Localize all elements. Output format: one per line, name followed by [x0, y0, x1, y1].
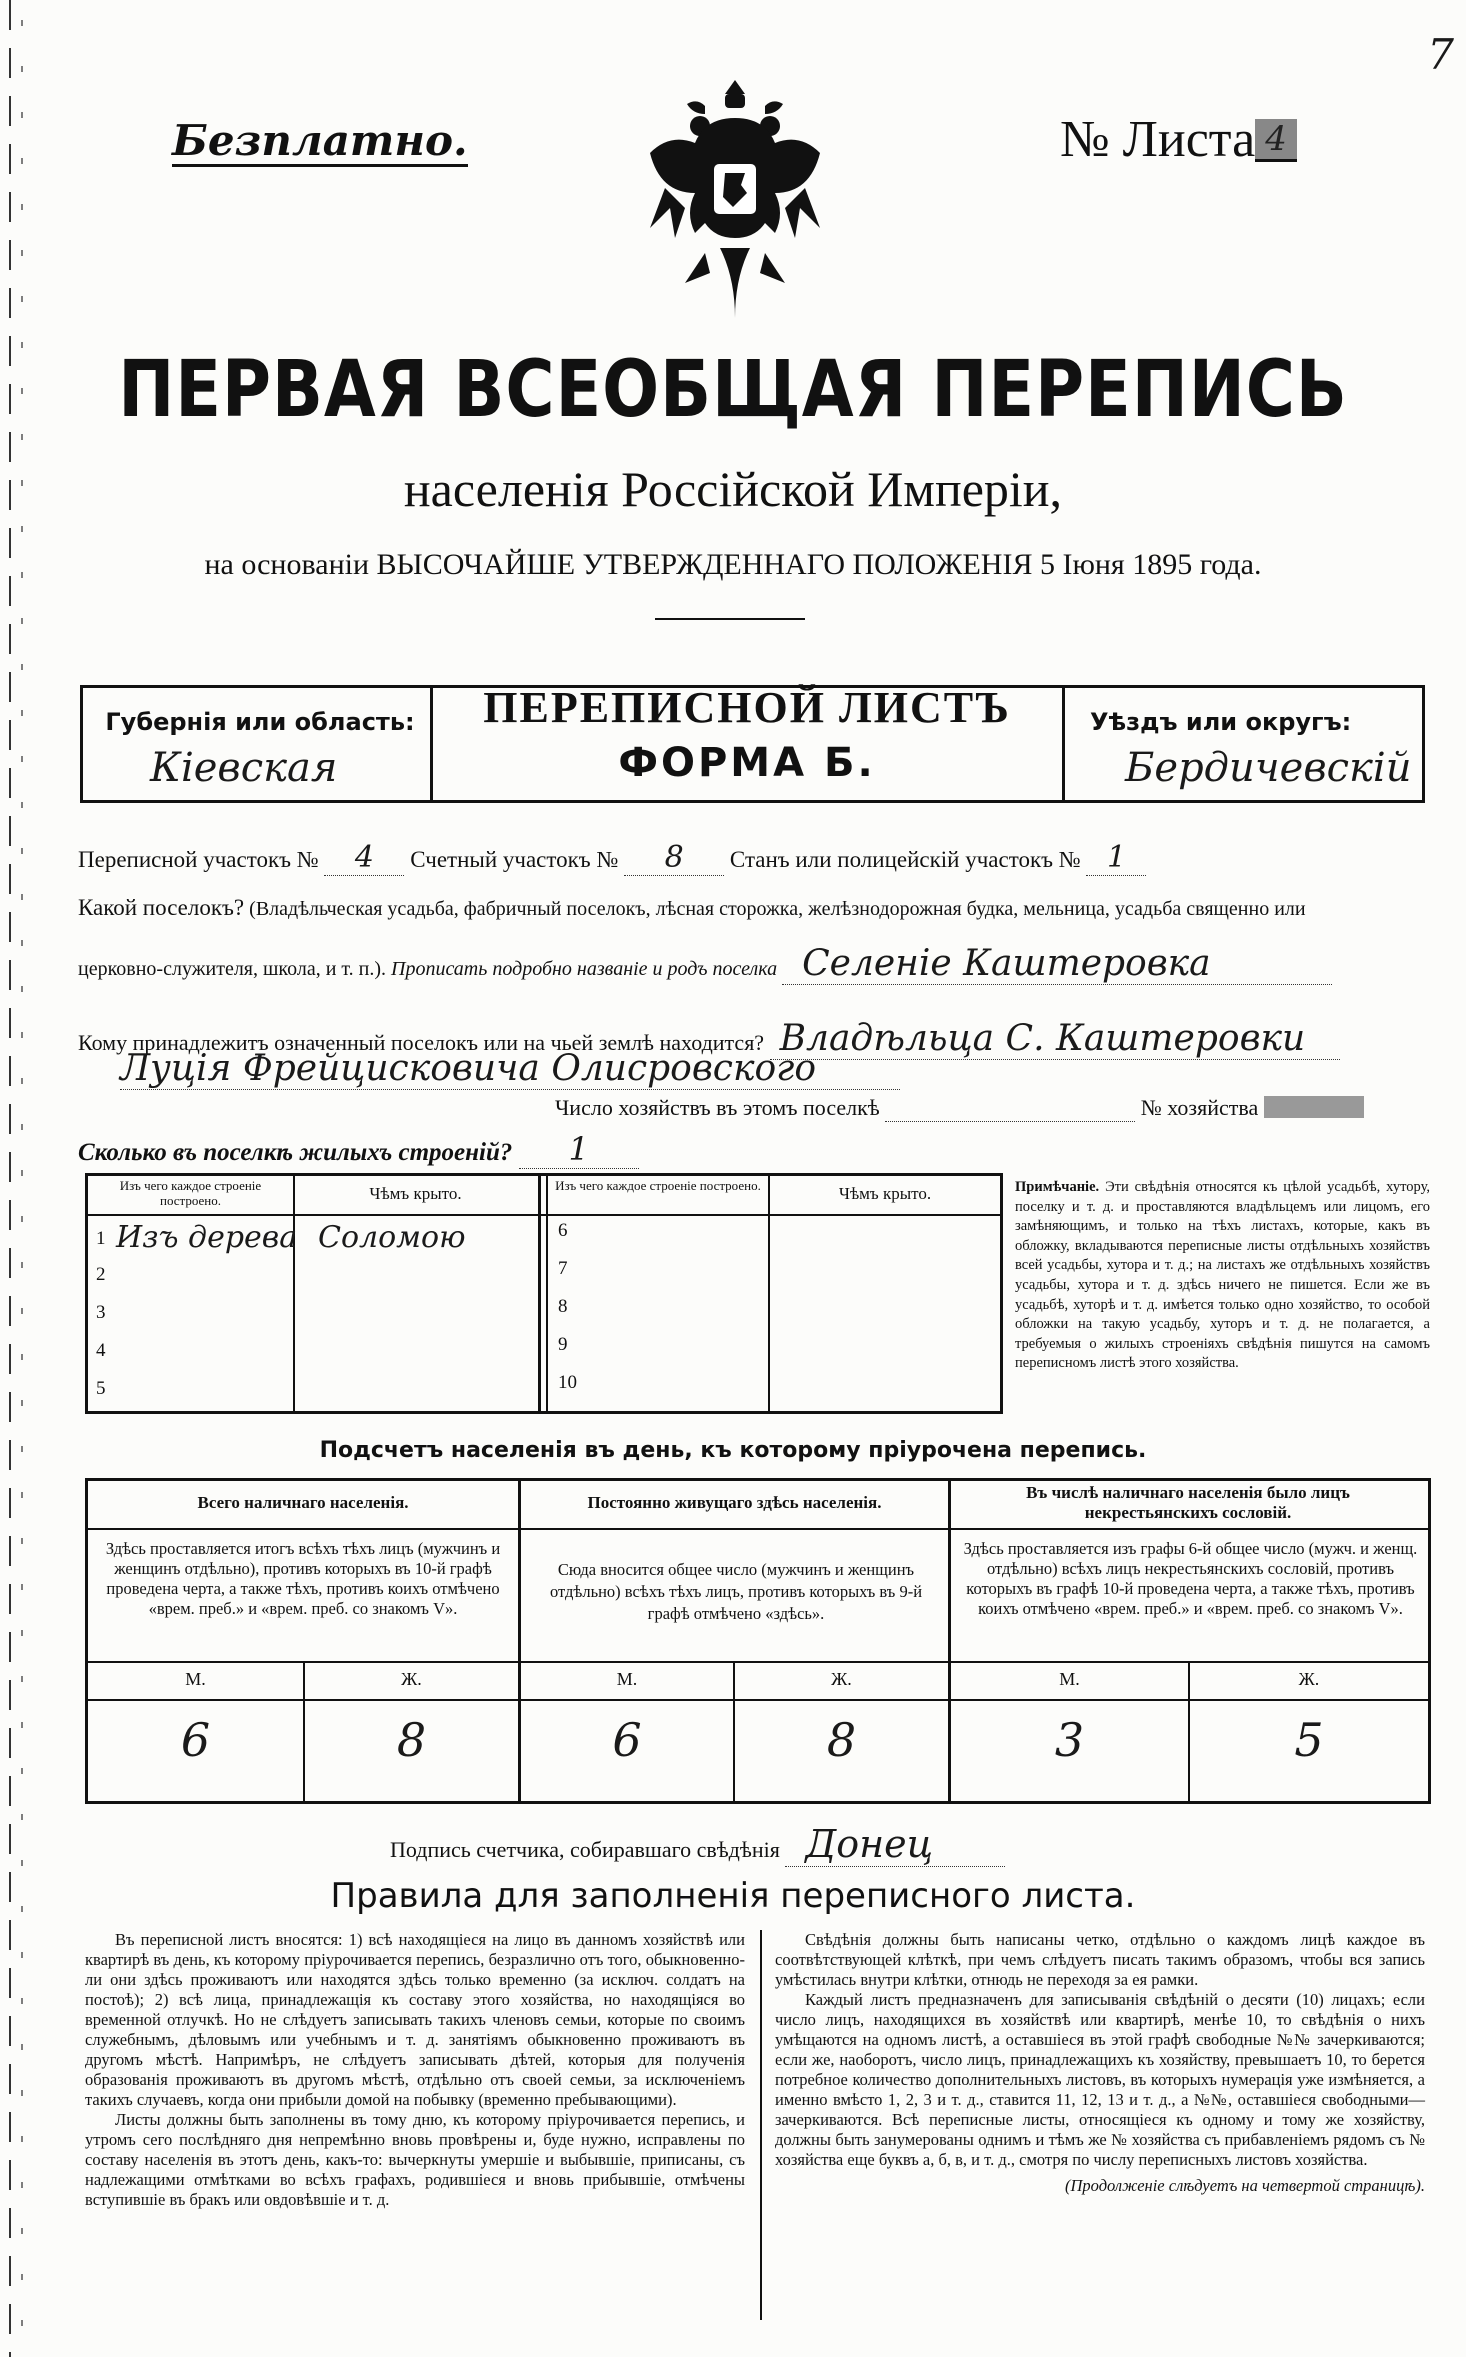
count-f-label-3: Ж.	[1298, 1669, 1320, 1689]
settlement-value: Селеніе Каштеровка	[782, 943, 1332, 985]
bld-row-material: Изъ дерева	[116, 1220, 298, 1255]
page-subtitle: населенія Россійской Имперіи,	[403, 461, 1063, 517]
rules-left-para-2: Листы должны быть заполнены въ тому дню, къ которому пріурочивается перепись, и утромъ сего послѣдняго дня непремѣнно вновь провѣрены и, буде нужно, исправлены по составу населенія въ этотъ день, какъ-то: вычеркнуты умершіе и выбывшіе, приписаны, съ надлежащими отмѣтками во всѣхъ графахъ, родившіеся и вновь прибывшіе, отмѣчены вступившіе въ бракъ или овдовѣвшіе и т. д.	[85, 2110, 745, 2209]
bld-row-number: 2	[96, 1264, 106, 1285]
bld-col-roof-right: Чѣмъ крыто.	[838, 1184, 932, 1203]
count-m-label-2: М.	[616, 1669, 638, 1689]
form-bottom-rule	[80, 800, 1425, 803]
form-left-rule	[80, 685, 83, 803]
gubernia-value: Кіевская	[150, 745, 338, 791]
count-col-3-head: Въ числѣ наличнаго населенія было лицъ некрестьянскихъ сословій.	[1026, 1483, 1350, 1522]
legal-basis: на основаніи ВЫСОЧАЙШЕ УТВЕРЖДЕННАГО ПОЛОЖЕНІЯ 5 Іюня 1895 года.	[204, 548, 1262, 581]
bld-col-rule-right	[768, 1176, 770, 1411]
count-col-3-text: Здѣсь проставляется изъ графы 6-й общее число (мужч. и женщ. отдѣльно) всѣхъ лицъ некрестьянскихъ сословій, противъ которыхъ въ графѣ 10-й проведена черта, а также тѣхъ, противъ коихъ отмѣчено «врем. преб.» и «врем. преб. со знакомъ V».	[963, 1539, 1418, 1618]
sheet-number	[1060, 110, 1297, 169]
free-label: Безплатно.	[172, 118, 468, 167]
households-line	[555, 1095, 1364, 1122]
count-col-2-text: Сюда вносится общее число (мужчинъ и женщинъ отдѣльно) всѣхъ тѣхъ лицъ, противъ которыхъ въ 9-й графѣ отмѣчено «здѣсь».	[549, 1560, 923, 1623]
count-value-f-permanent: 8	[826, 1713, 857, 1767]
bld-row-roof: Соломою	[318, 1220, 466, 1255]
settlement-instruction: Прописать подробно названіе и родъ поселка	[391, 958, 778, 980]
households-value	[885, 1095, 1135, 1122]
table-row	[88, 1258, 538, 1296]
rules-right-para-2: Каждый листъ предназначенъ для записыванія свѣдѣній о десяти (10) лицахъ; если число лицъ, находящихся въ хозяйствѣ или квартирѣ, менѣе 10, то свѣдѣнія о нихъ умѣщаются на одномъ листѣ, а оставшіеся въ этой графѣ свободные №№ зачеркиваются; если же, наоборотъ, число лицъ, принадлежащихъ къ хозяйству, превышаетъ 10, то берется потребное количество дополнительныхъ листовъ, въ которыхъ нумерація уже измѣняется, а именно вмѣсто 1, 2, 3 и т. д., ставится 11, 12, 13 и т. д., а №№, оставшіеся свободными—зачеркиваются. Всѣ переписные листы, относящіеся къ одному и тому же хозяйству, должны быть занумерованы однимъ и тѣмъ же № хозяйства съ прибавленіемъ рядомъ съ № хозяйства еще буквъ а, б, в, и т. д., смотря по числу переписныхъ листовъ хозяйства.	[775, 1990, 1425, 2169]
table-row	[88, 1220, 538, 1258]
bld-col-roof-left: Чѣмъ крыто.	[369, 1184, 462, 1203]
buildings-line	[78, 1130, 639, 1169]
count-head-rule	[88, 1528, 1428, 1530]
count-value-m-permanent: 6	[612, 1713, 642, 1767]
owner-value-1: Владѣльца С. Каштеровки	[770, 1018, 1340, 1060]
count-value-m-nonpeasant: 3	[1054, 1713, 1085, 1767]
rules-left-column	[85, 1930, 745, 2210]
settlement-hint-2: церковно-служителя, школа, и т. п.).	[78, 958, 386, 980]
count-value-f-total: 8	[396, 1713, 427, 1767]
population-count-table	[85, 1478, 1431, 1804]
sheet-number-label: № Листа	[1060, 111, 1256, 168]
page-title: ПЕРВАЯ ВСЕОБЩАЯ ПЕРЕПИСЬ	[118, 345, 1348, 435]
continued-note: (Продолженіе слѣдуетъ на четвертой страницѣ).	[1065, 2176, 1425, 2195]
bld-col-material-right: Изъ чего каждое строеніе построено.	[555, 1178, 761, 1193]
bld-row-number: 4	[96, 1340, 106, 1361]
signature-label: Подпись счетчика, собиравшаго свѣдѣнія	[390, 1837, 780, 1862]
bld-row-number: 8	[558, 1296, 568, 1317]
count-col-2-head: Постоянно живущаго здѣсь населенія.	[587, 1493, 882, 1512]
bld-row-number: 9	[558, 1334, 568, 1355]
settlement-hint: (Владѣльческая усадьба, фабричный поселокъ, лѣсная сторожка, желѣзнодорожная будка, мельница, усадьба священно или	[249, 898, 1306, 920]
gubernia-label: Губернія или область:	[105, 708, 415, 736]
bld-row-number: 5	[96, 1378, 106, 1399]
table-row	[88, 1334, 538, 1372]
rules-divider	[760, 1930, 762, 2320]
table-row	[88, 1372, 538, 1410]
buildings-value: 1	[519, 1130, 639, 1169]
buildings-table	[85, 1173, 1003, 1414]
table-row	[558, 1372, 758, 1410]
signature-value: Донец	[785, 1822, 1005, 1867]
bld-table-header-rule	[88, 1214, 1000, 1216]
sheet-number-value: 4	[1255, 119, 1297, 162]
stan-value: 1	[1086, 840, 1146, 876]
bld-table-divider	[538, 1176, 541, 1411]
buildings-label: Сколько въ поселкѣ жилыхъ строеній?	[78, 1139, 513, 1166]
form-name: ФОРМА Б.	[618, 740, 876, 786]
corner-number: 7	[1427, 30, 1454, 79]
count-title: Подсчетъ населенія въ день, къ которому пріурочена перепись.	[319, 1438, 1147, 1463]
form-mid-right-rule	[1062, 685, 1065, 803]
count-district-label: Счетный участокъ №	[410, 847, 619, 872]
double-headed-eagle-emblem	[645, 78, 825, 328]
table-row	[558, 1220, 758, 1258]
bld-rows-left	[88, 1220, 538, 1410]
count-value-m-total: 6	[180, 1713, 211, 1767]
household-no-value	[1264, 1096, 1364, 1118]
bld-table-divider-2	[546, 1176, 548, 1411]
stan-label: Станъ или полицейскій участокъ №	[729, 847, 1081, 872]
form-right-rule	[1422, 685, 1425, 803]
district-line	[78, 840, 1146, 876]
rules-right-para-1: Свѣдѣнія должны быть написаны четко, отдѣльно о каждомъ лицѣ каждое въ соотвѣтствующей клѣткѣ, при чемъ слѣдуетъ писать такимъ образомъ, чтобы вся запись умѣстилась внутри клѣтки, отнюдь не переходя за ея рамки.	[775, 1930, 1425, 1989]
note-lead: Примѣчаніе.	[1015, 1179, 1100, 1195]
note-block	[1015, 1178, 1430, 1374]
count-col-1-text: Здѣсь проставляется итогъ всѣхъ тѣхъ лицъ (мужчинъ и женщинъ отдѣльно), противъ которыхъ въ 10-й графѣ проведена черта, а также тѣхъ, противъ коихъ отмѣчено «врем. преб.» и «врем. преб. со знакомъ V».	[105, 1539, 501, 1618]
bld-row-number: 6	[558, 1220, 568, 1241]
bld-row-number: 3	[96, 1302, 106, 1323]
table-row	[558, 1258, 758, 1296]
rules-left-para-1: Въ переписной листъ вносятся: 1) всѣ находящіеся на лицо въ данномъ хозяйствѣ или квартирѣ въ день, къ которому пріурочивается перепись, безразлично отъ того, обыкновенно-ли они здѣсь проживаютъ или находятся здѣсь только временно (за исключ. солдатъ на постоѣ); 2) всѣ лица, принадлежащія къ составу этого хозяйства, но находящіяся во временной отлучкѣ. Но не слѣдуетъ записывать такихъ членовъ семьи, которые по своимъ служебнымъ, дѣловымъ или учебнымъ и т. д. занятіямъ обыкновенно проживаютъ въ другомъ мѣстѣ. Напримѣръ, не слѣдуетъ записывать дѣтей, которыя для полученія образованія проживаютъ въ другомъ мѣстѣ, отдѣльно отъ своей семьи, за исключеніемъ такихъ случаевъ, когда они прибыли домой на побывку (временно пребывающими).	[85, 1930, 745, 2109]
rules-title: Правила для заполненія переписного листа.	[330, 1876, 1136, 1916]
count-f-label-2: Ж.	[831, 1669, 852, 1689]
rules-right-column	[775, 1930, 1425, 2196]
bld-row-number: 1	[96, 1228, 106, 1249]
binding-marks	[0, 0, 40, 2357]
settlement-question	[78, 895, 1428, 921]
count-value-f-nonpeasant: 5	[1294, 1713, 1324, 1767]
settlement-line2	[78, 943, 1332, 985]
count-mf-rule	[88, 1661, 1428, 1663]
table-row	[558, 1296, 758, 1334]
table-row	[88, 1296, 538, 1334]
table-row	[558, 1334, 758, 1372]
owner-value-2: Луція Фрейцисковича Олисровского	[120, 1048, 900, 1090]
note-text: Эти свѣдѣнія относятся къ цѣлой усадьбѣ, хутору, поселку и т. д. и проставляются владѣльцемъ или лицомъ, его замѣняющимъ, и только на тѣхъ листахъ, которые, какъ въ обложку, вкладываются переписные листы отдѣльныхъ хозяйствъ всей усадьбы, хутора и т. д.; на листахъ же отдѣльныхъ хозяйствъ усадьбы, хутора и т. д. здѣсь ничего не пишется. Если же въ усадьбѣ, хуторѣ и т. д. имѣется только одно хозяйство, то особой обложки на такую усадьбу, хуторъ и т. д. не полагается, а требуемыя о жилыхъ строеніяхъ свѣдѣнія пишутся на самомъ переписномъ листѣ этого хозяйства.	[1015, 1179, 1431, 1372]
bld-row-number: 10	[558, 1372, 577, 1393]
count-m-label-3: М.	[1059, 1669, 1080, 1689]
settlement-q-label: Какой поселокъ?	[78, 895, 245, 920]
count-values-rule	[88, 1699, 1428, 1701]
count-f-label-1: Ж.	[401, 1669, 422, 1689]
owner-label: Кому принадлежитъ означенный поселокъ или на чьей землѣ находится?	[78, 1030, 765, 1055]
households-label: Число хозяйствъ въ этомъ поселкѣ	[555, 1095, 880, 1120]
uezd-value: Бердичевскій	[1125, 745, 1412, 791]
title-divider	[655, 618, 805, 620]
bld-col-material-left: Изъ чего каждое строеніе построено.	[119, 1178, 262, 1208]
form-title: ПЕРЕПИСНОЙ ЛИСТЪ	[483, 683, 1011, 732]
bld-row-number: 7	[558, 1258, 568, 1279]
signature-line	[390, 1822, 1005, 1867]
bld-rows-right	[558, 1220, 758, 1410]
census-district-label: Переписной участокъ №	[78, 847, 319, 872]
count-col-1-head: Всего наличнаго населенія.	[197, 1493, 409, 1512]
count-m-label-1: М.	[185, 1669, 206, 1689]
uezd-label: Уѣздъ или округъ:	[1090, 708, 1352, 736]
household-no-label: № хозяйства	[1140, 1095, 1259, 1120]
census-district-value: 4	[324, 840, 404, 876]
count-district-value: 8	[624, 840, 724, 876]
